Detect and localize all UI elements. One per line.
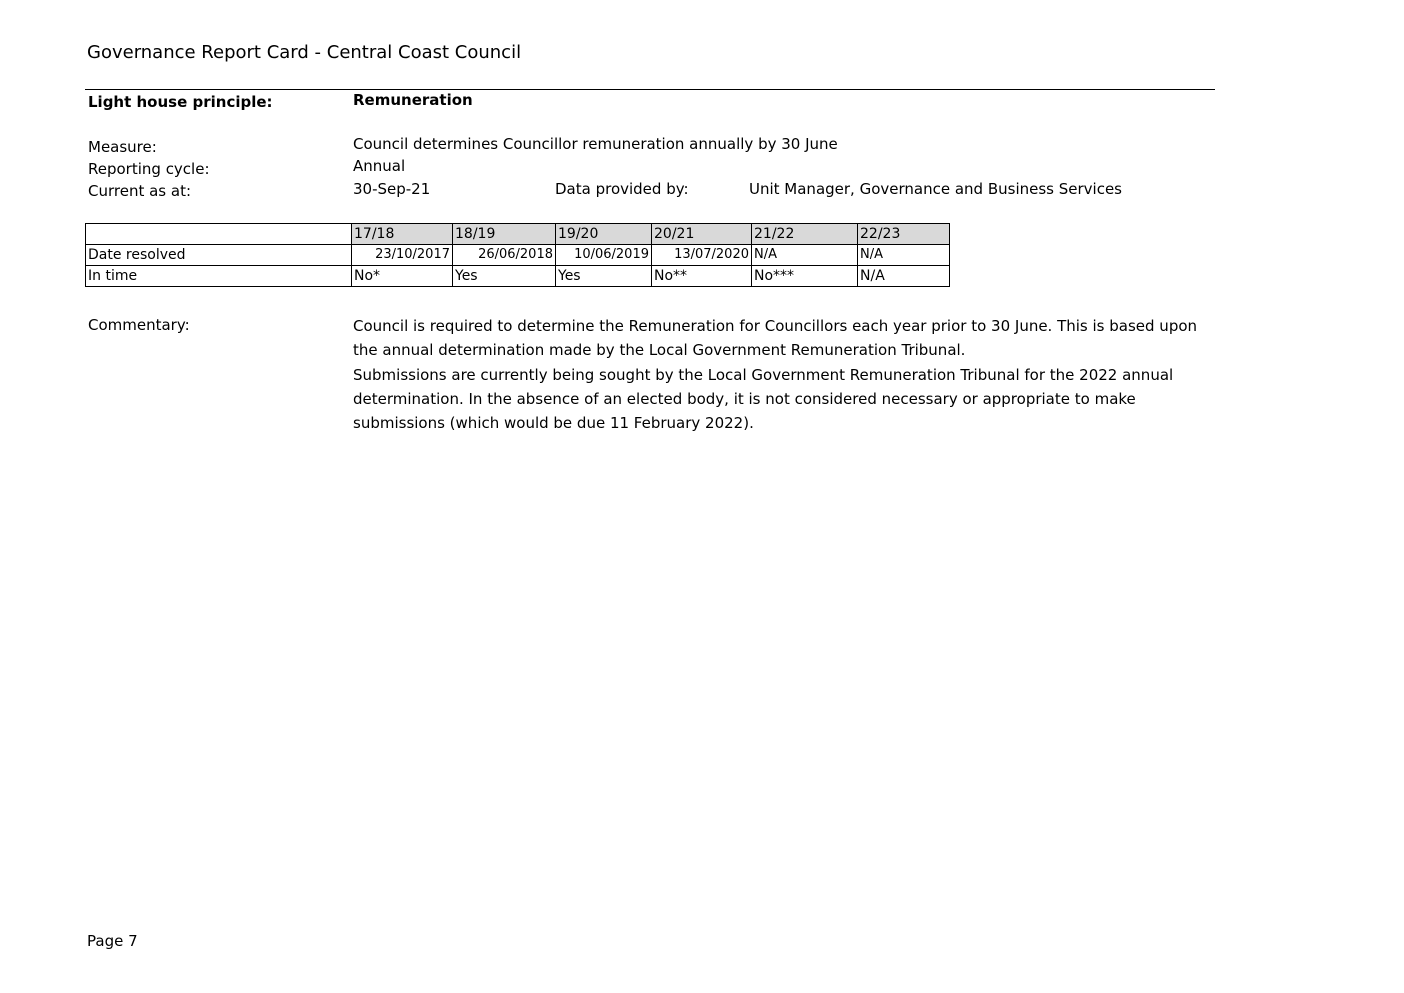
table-cell: No** [652,266,752,287]
data-provided-by-label: Data provided by: [555,180,689,198]
table-cell: No* [352,266,453,287]
header-divider [85,89,1215,90]
table-cell: Yes [453,266,556,287]
column-header: 21/22 [752,224,858,245]
commentary-label: Commentary: [88,316,190,334]
table-cell: 26/06/2018 [453,245,556,266]
table-cell: 10/06/2019 [556,245,652,266]
data-provided-by-value: Unit Manager, Governance and Business Services [749,180,1123,198]
remuneration-table [85,223,950,287]
reporting-cycle-label: Reporting cycle: [88,160,210,178]
table-cell: N/A [858,266,950,287]
page-number: Page 7 [87,932,138,950]
column-header: 19/20 [556,224,652,245]
row-label: In time [86,266,352,287]
column-header: 20/21 [652,224,752,245]
principle-value: Remuneration [353,91,473,109]
measure-value: Council determines Councillor remuneration annually by 30 June [353,135,838,153]
commentary-paragraph: Submissions are currently being sought by the Local Government Remuneration Tribunal for the 2022 annual determination. In the absence of an elected body, it is not considered necessary or appropriate to make submissions (which would be due 11 February 2022). [353,365,1174,433]
table-cell: Yes [556,266,652,287]
row-label: Date resolved [86,245,352,266]
table-row [86,266,950,287]
column-header: 22/23 [858,224,950,245]
table-row [86,245,950,266]
table-cell: N/A [858,245,950,266]
measure-label: Measure: [88,138,157,156]
current-as-at-label: Current as at: [88,182,192,200]
principle-label: Light house principle: [88,93,273,111]
commentary-paragraph: Council is required to determine the Remuneration for Councillors each year prior to 30 June. This is based upon the annual determination made by the Local Government Remuneration Tribunal. [353,317,1198,360]
reporting-cycle-value: Annual [353,157,406,175]
page-title: Governance Report Card - Central Coast Council [87,42,522,63]
table-header-row [86,224,950,245]
table-corner-cell [86,224,352,245]
column-header: 18/19 [453,224,556,245]
column-header: 17/18 [352,224,453,245]
table-cell: No*** [752,266,858,287]
table-cell: N/A [752,245,858,266]
commentary-text [353,314,1213,435]
table-cell: 13/07/2020 [652,245,752,266]
table-cell: 23/10/2017 [352,245,453,266]
current-as-at-value: 30-Sep-21 [353,180,431,198]
